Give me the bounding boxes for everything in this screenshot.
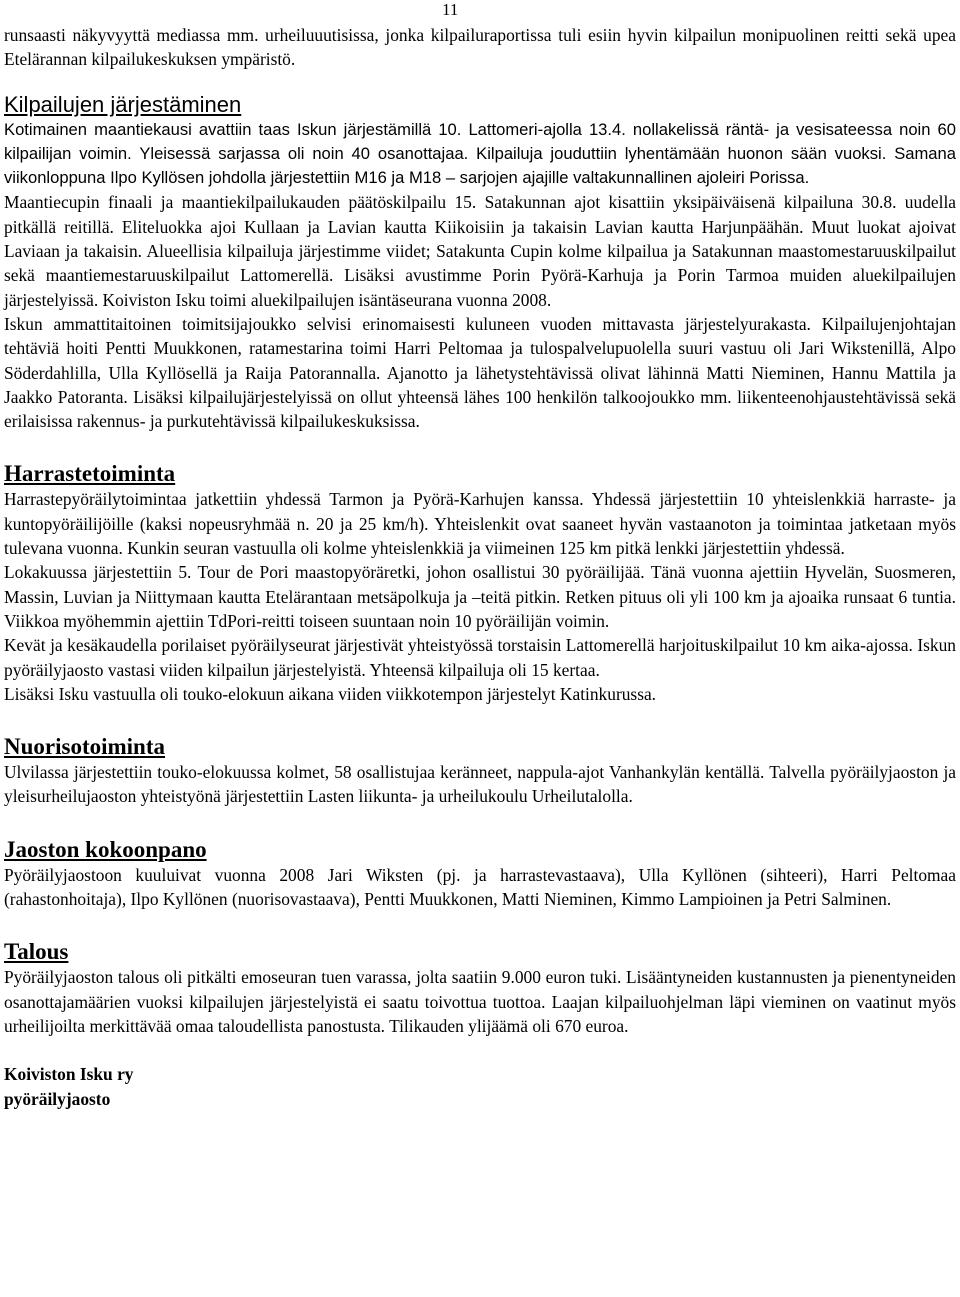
- signature-department: pyöräilyjaosto: [4, 1088, 111, 1109]
- paragraph: Maantiecupin finaali ja maantiekilpailukauden päätöskilpailu 15. Satakunnan ajot kisattiin yksipäiväisenä kilpailuna 30.8. uudella pitkällä reitillä. Eliteluokka ajoi Kullaan ja Lavian kautta Kiikoisiin ja takaisin Lavian kautta Harjunpäähän. Muut luokat ajoivat Laviaan ja takaisin. Alueellisia kilpailuja järjestimme viidet; Satakunta Cupin kolme kilpailua ja Satakunnan maastomestaruuskilpailut sekä maantiemestaruuskilpailut Lattomerellä. Lisäksi avustimme Porin Pyörä-Karhuja ja Porin Tarmoa muiden aluekilpailujen järjestelyissä. Koiviston Isku toimi aluekilpailujen isäntäseurana vuonna 2008.: [4, 192, 956, 310]
- page-number: 11: [442, 0, 459, 19]
- section-nuorisotoiminta: [4, 733, 956, 809]
- page-content: [4, 23, 956, 1111]
- paragraph: Kotimainen maantiekausi avattiin taas Iskun järjestämillä 10. Lattomeri-ajolla 13.4. nollakelissä räntä- ja vesisateessa noin 60 kilpailijan voimin. Yleisessä sarjassa oli noin 40 osanottajaa. Kilpailuja jouduttiin lyhentämään huonon sään vuoksi. Samana viikonloppuna Ilpo Kyllösen johdolla järjestettiin M16 ja M18 – sarjojen ajajille valtakunnallinen ajoleiri Porissa.: [4, 119, 956, 188]
- paragraph: Iskun ammattitaitoinen toimitsijajoukko selvisi erinomaisesti kuluneen vuoden mittavasta järjestelyurakasta. Kilpailujenjohtajan tehtäviä hoiti Pentti Muukkonen, ratamestarina toimi Harri Peltomaa ja tulospalvelupuolella suuri vastuu oli Jari Wikstenillä, Alpo Söderdahlilla, Ulla Kyllösellä ja Raija Patorannalla. Ajanotto ja lähetystehtävissä olivat lähinnä Matti Nieminen, Hannu Mattila ja Jaakko Patoranta. Lisäksi kilpailujärjestelyissä on ollut yhteensä lähes 100 henkilön talkoojoukko mm. liikenteenohjaustehtävissä sekä erilaisissa rakennus- ja purkutehtävissä kilpailukeskuksissa.: [4, 313, 956, 432]
- signature-organization: Koiviston Isku ry: [4, 1064, 134, 1085]
- section-harrastetoiminta: [4, 460, 956, 706]
- section-heading: Jaoston kokoonpano: [4, 836, 207, 862]
- section-heading: Talous: [4, 939, 69, 965]
- paragraph: Lokakuussa järjestettiin 5. Tour de Pori maastopyöräretki, johon osallistui 30 pyöräilijää. Tänä vuonna ajettiin Hyvelän, Suosmeren, Massin, Luvian ja Niittymaan kautta Etelärantaan metsäpolkuja ja –teitä pitkin. Retken pituus oli yli 100 km ja ajoaika runsaat 6 tuntia. Viikkoa myöhemmin ajettiin TdPori-reitti toiseen suuntaan noin 10 pyöräilijän voimin.: [4, 562, 956, 631]
- paragraph: Pyöräilyjaoston talous oli pitkälti emoseuran tuen varassa, jolta saatiin 9.000 euron tuki. Lisääntyneiden kustannusten ja pienentyneiden osanottajamäärien vuoksi kilpailujen järjestelyistä ei saatu toivottua tuottoa. Laajan kilpailuohjelman läpi vieminen on vaatinut myös urheilijoilta merkittävää omaa taloudellista panostusta. Tilikauden ylijäämä oli 670 euroa.: [4, 967, 956, 1036]
- paragraph: Pyöräilyjaostoon kuuluivat vuonna 2008 Jari Wiksten (pj. ja harrastevastaava), Ulla Kyllönen (sihteeri), Harri Peltomaa (rahastonhoitaja), Ilpo Kyllönen (nuorisovastaava), Pentti Muukkonen, Matti Nieminen, Kimmo Lampioinen ja Petri Salminen.: [4, 864, 956, 910]
- section-heading: Nuorisotoiminta: [4, 734, 165, 760]
- section-heading: Kilpailujen järjestäminen: [4, 91, 242, 117]
- paragraph: Kevät ja kesäkaudella porilaiset pyöräilyseurat järjestivät yhteistyössä torstaisin Lattomerellä harjoituskilpailut 10 km aika-ajossa. Iskun pyöräilyjaosto vastasi viiden kilpailun järjestelyistä. Yhteensä kilpailuja oli 15 kertaa.: [4, 635, 956, 680]
- signature: [4, 1062, 956, 1111]
- paragraph: Harrastepyöräilytoimintaa jatkettiin yhdessä Tarmon ja Pyörä-Karhujen kanssa. Yhdessä järjestettiin 10 yhteislenkkiä harraste- ja kuntopyöräilijöille (kaksi nopeusryhmää n. 20 ja 25 km/h). Yhteislenkit ovat saaneet hyvän vastaanoton ja toimintaa jatketaan myös tulevana vuonna. Kunkin seuran vastuulla oli kolme yhteislenkkiä ja viimeinen 125 km pitkä lenkki järjestettiin yhdessä.: [4, 489, 956, 559]
- section-kilpailujen-jarjestaminen: [4, 91, 956, 434]
- paragraph: Lisäksi Isku vastuulla oli touko-elokuun aikana viiden viikkotempon järjestelyt Katinkurussa.: [4, 683, 657, 704]
- section-heading: Harrastetoiminta: [4, 461, 176, 487]
- section-jaoston-kokoonpano: [4, 836, 956, 912]
- section-talous: [4, 938, 956, 1038]
- intro-paragraph: runsaasti näkyvyyttä mediassa mm. urheiluuutisissa, jonka kilpailuraportissa tuli esiin hyvin kilpailun monipuolinen reitti sekä upea Etelärannan kilpailukeskuksen ympäristö.: [4, 25, 956, 70]
- paragraph: Ulvilassa järjestettiin touko-elokuussa kolmet, 58 osallistujaa keränneet, nappula-ajot Vanhankylän kentällä. Talvella pyöräilyjaoston ja yleisurheilujaoston yhteistyönä järjestettiin Lasten liikunta- ja urheilukoulu Urheilutalolla.: [4, 762, 956, 807]
